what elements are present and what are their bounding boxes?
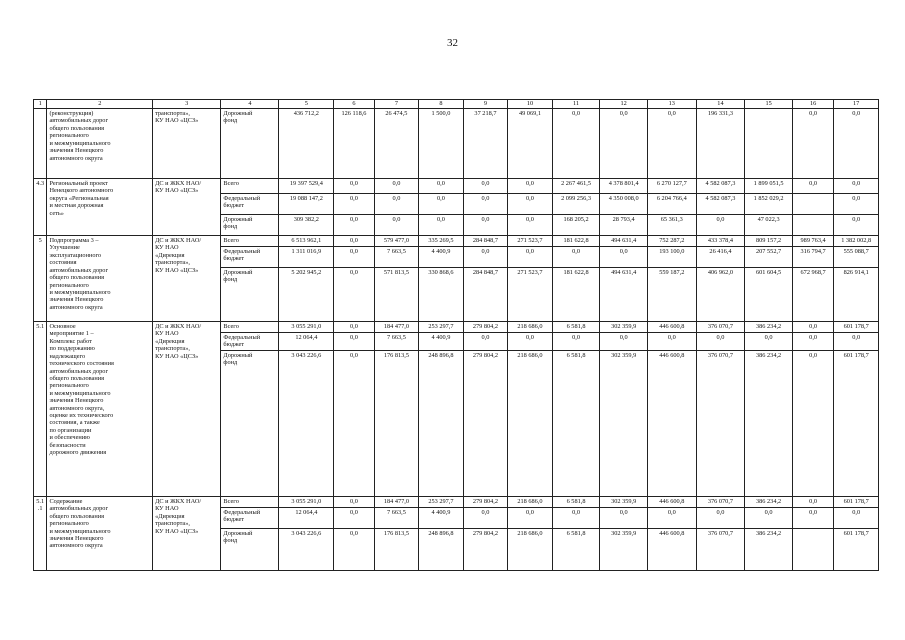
column-number: 8: [419, 100, 464, 109]
value-cell: 279 804,2: [463, 496, 508, 507]
value-cell: 2 267 461,5: [552, 179, 600, 194]
value-cell: 0,0: [508, 333, 553, 351]
value-cell: 0,0: [745, 507, 793, 528]
value-cell: 0,0: [792, 496, 833, 507]
executor: ДС и ЖКХ НАО/ КУ НАО «Дирекция транспорта», КУ НАО «ЦСЗ»: [153, 322, 221, 497]
value-cell: 181 622,8: [552, 268, 600, 322]
value-cell: 271 523,7: [508, 236, 553, 247]
value-cell: 3 043 226,6: [279, 528, 334, 570]
value-cell: 0,0: [600, 507, 648, 528]
value-cell: 6 270 127,7: [647, 179, 696, 194]
value-cell: 279 804,2: [463, 528, 508, 570]
column-number: 13: [647, 100, 696, 109]
value-cell: 0,0: [647, 507, 696, 528]
table-row: [34, 179, 879, 194]
column-number: 9: [463, 100, 508, 109]
value-cell: 7 663,5: [374, 247, 419, 268]
value-cell: 0,0: [792, 507, 833, 528]
value-cell: 184 477,0: [374, 496, 419, 507]
value-cell: 386 234,2: [745, 350, 793, 496]
value-cell: 0,0: [696, 215, 745, 236]
value-cell: 376 070,7: [696, 322, 745, 333]
funding-source: Федеральный бюджет: [221, 194, 279, 215]
column-number: 4: [221, 100, 279, 109]
value-cell: 49 069,1: [508, 109, 553, 179]
value-cell: 494 631,4: [600, 236, 648, 247]
value-cell: 3 055 291,0: [279, 322, 334, 333]
value-cell: 218 686,0: [508, 350, 553, 496]
executor: ДС и ЖКХ НАО/ КУ НАО «ЦСЗ»: [153, 179, 221, 236]
value-cell: 0,0: [834, 179, 879, 194]
row-number: 5.1: [34, 322, 47, 497]
value-cell: 571 813,5: [374, 268, 419, 322]
value-cell: 168 205,2: [552, 215, 600, 236]
value-cell: 279 804,2: [463, 322, 508, 333]
value-cell: 335 269,5: [419, 236, 464, 247]
value-cell: 752 287,2: [647, 236, 696, 247]
value-cell: 0,0: [374, 215, 419, 236]
value-cell: 0,0: [508, 194, 553, 215]
column-number-row: [34, 100, 879, 109]
value-cell: 0,0: [334, 194, 374, 215]
value-cell: 19 088 147,2: [279, 194, 334, 215]
value-cell: 0,0: [334, 496, 374, 507]
value-cell: 0,0: [334, 333, 374, 351]
value-cell: 3 043 226,6: [279, 350, 334, 496]
value-cell: 0,0: [334, 350, 374, 496]
value-cell: 0,0: [552, 507, 600, 528]
value-cell: 0,0: [552, 247, 600, 268]
value-cell: 279 804,2: [463, 350, 508, 496]
value-cell: 601 178,7: [834, 528, 879, 570]
value-cell: 4 350 008,0: [600, 194, 648, 215]
value-cell: 406 962,0: [696, 268, 745, 322]
value-cell: 176 813,5: [374, 528, 419, 570]
value-cell: 0,0: [696, 507, 745, 528]
value-cell: 271 523,7: [508, 268, 553, 322]
value-cell: 126 118,6: [334, 109, 374, 179]
value-cell: 1 311 016,9: [279, 247, 334, 268]
value-cell: 0,0: [463, 194, 508, 215]
value-cell: 302 359,9: [600, 528, 648, 570]
value-cell: 0,0: [834, 215, 879, 236]
column-number: 5: [279, 100, 334, 109]
funding-source: Всего: [221, 322, 279, 333]
value-cell: 446 600,8: [647, 350, 696, 496]
column-number: 7: [374, 100, 419, 109]
funding-source: Дорожный фонд: [221, 109, 279, 179]
value-cell: 601 178,7: [834, 496, 879, 507]
value-cell: 672 968,7: [792, 268, 833, 322]
funding-source: Федеральный бюджет: [221, 247, 279, 268]
value-cell: 302 359,9: [600, 322, 648, 333]
column-number: 6: [334, 100, 374, 109]
executor: транспорта», КУ НАО «ЦСЗ»: [153, 109, 221, 179]
value-cell: 0,0: [792, 333, 833, 351]
funding-source: Дорожный фонд: [221, 350, 279, 496]
table-row: [34, 109, 879, 179]
value-cell: 601 604,5: [745, 268, 793, 322]
value-cell: 47 022,3: [745, 215, 793, 236]
value-cell: 0,0: [334, 528, 374, 570]
executor: ДС и ЖКХ НАО/ КУ НАО «Дирекция транспорта», КУ НАО «ЦСЗ»: [153, 496, 221, 570]
value-cell: 330 868,6: [419, 268, 464, 322]
value-cell: 0,0: [334, 179, 374, 194]
value-cell: 0,0: [552, 333, 600, 351]
value-cell: 386 234,2: [745, 322, 793, 333]
funding-source: Всего: [221, 179, 279, 194]
executor: ДС и ЖКХ НАО/ КУ НАО «Дирекция транспорта», КУ НАО «ЦСЗ»: [153, 236, 221, 322]
value-cell: 376 070,7: [696, 528, 745, 570]
value-cell: [792, 194, 833, 215]
activity-name: (реконструкция) автомобильных дорог общего пользования регионального и межмуниципального значения Ненецкого автономного округа: [47, 109, 153, 179]
column-number: 16: [792, 100, 833, 109]
value-cell: 28 793,4: [600, 215, 648, 236]
value-cell: 0,0: [508, 507, 553, 528]
value-cell: 0,0: [334, 322, 374, 333]
value-cell: 184 477,0: [374, 322, 419, 333]
value-cell: 0,0: [419, 215, 464, 236]
column-number: 14: [696, 100, 745, 109]
table-row: [34, 322, 879, 333]
value-cell: 0,0: [745, 333, 793, 351]
value-cell: 436 712,2: [279, 109, 334, 179]
activity-name: Региональный проект Ненецкого автономного округа «Региональная и местная дорожная сеть»: [47, 179, 153, 236]
value-cell: 601 178,7: [834, 322, 879, 333]
value-cell: 5 202 945,2: [279, 268, 334, 322]
value-cell: 4 582 087,3: [696, 179, 745, 194]
value-cell: 4 400,9: [419, 333, 464, 351]
value-cell: 0,0: [334, 236, 374, 247]
value-cell: 446 600,8: [647, 528, 696, 570]
value-cell: 218 686,0: [508, 496, 553, 507]
value-cell: 253 297,7: [419, 496, 464, 507]
value-cell: 176 813,5: [374, 350, 419, 496]
table-body: [34, 100, 879, 571]
value-cell: 253 297,7: [419, 322, 464, 333]
value-cell: 809 157,2: [745, 236, 793, 247]
value-cell: 0,0: [463, 179, 508, 194]
value-cell: 0,0: [834, 109, 879, 179]
value-cell: 386 234,2: [745, 496, 793, 507]
budget-table: [33, 99, 879, 571]
value-cell: 248 896,8: [419, 528, 464, 570]
value-cell: 12 064,4: [279, 333, 334, 351]
value-cell: 6 204 766,4: [647, 194, 696, 215]
value-cell: 6 581,8: [552, 322, 600, 333]
value-cell: 12 064,4: [279, 507, 334, 528]
page-number: 32: [447, 37, 458, 49]
value-cell: 826 914,1: [834, 268, 879, 322]
column-number: 11: [552, 100, 600, 109]
row-number: 5: [34, 236, 47, 322]
value-cell: 193 100,0: [647, 247, 696, 268]
value-cell: [745, 109, 793, 179]
value-cell: 0,0: [792, 179, 833, 194]
value-cell: 1 500,0: [419, 109, 464, 179]
value-cell: 446 600,8: [647, 496, 696, 507]
value-cell: 218 686,0: [508, 528, 553, 570]
value-cell: 0,0: [792, 350, 833, 496]
value-cell: 302 359,9: [600, 350, 648, 496]
value-cell: 446 600,8: [647, 322, 696, 333]
value-cell: 376 070,7: [696, 496, 745, 507]
value-cell: 4 400,9: [419, 507, 464, 528]
value-cell: 0,0: [419, 179, 464, 194]
value-cell: 284 848,7: [463, 236, 508, 247]
value-cell: 26 416,4: [696, 247, 745, 268]
value-cell: 4 378 801,4: [600, 179, 648, 194]
value-cell: 989 763,4: [792, 236, 833, 247]
value-cell: 0,0: [334, 247, 374, 268]
value-cell: 376 070,7: [696, 350, 745, 496]
value-cell: 6 513 962,1: [279, 236, 334, 247]
value-cell: 0,0: [463, 247, 508, 268]
value-cell: 0,0: [374, 194, 419, 215]
value-cell: 196 331,3: [696, 109, 745, 179]
value-cell: 0,0: [834, 194, 879, 215]
value-cell: 6 581,8: [552, 528, 600, 570]
value-cell: 65 361,3: [647, 215, 696, 236]
value-cell: 0,0: [792, 109, 833, 179]
value-cell: 0,0: [792, 322, 833, 333]
value-cell: 0,0: [463, 333, 508, 351]
value-cell: 0,0: [419, 194, 464, 215]
value-cell: 494 631,4: [600, 268, 648, 322]
value-cell: 207 552,7: [745, 247, 793, 268]
value-cell: 4 582 087,3: [696, 194, 745, 215]
table-row: [34, 496, 879, 507]
value-cell: 248 896,8: [419, 350, 464, 496]
value-cell: 433 378,4: [696, 236, 745, 247]
value-cell: 0,0: [600, 247, 648, 268]
funding-source: Федеральный бюджет: [221, 333, 279, 351]
value-cell: 3 055 291,0: [279, 496, 334, 507]
value-cell: 0,0: [508, 179, 553, 194]
value-cell: 559 187,2: [647, 268, 696, 322]
value-cell: [792, 528, 833, 570]
column-number: 2: [47, 100, 153, 109]
column-number: 10: [508, 100, 553, 109]
funding-source: Всего: [221, 496, 279, 507]
funding-source: Всего: [221, 236, 279, 247]
value-cell: 0,0: [334, 215, 374, 236]
value-cell: 0,0: [374, 179, 419, 194]
activity-name: Подпрограмма 3 – Улучшение эксплуатационного состояния автомобильных дорог общего пользования регионального и межмуниципального значения Ненецкого автономного округа: [47, 236, 153, 322]
value-cell: 0,0: [600, 109, 648, 179]
activity-name: Содержание автомобильных дорог общего пользования регионального и межмуниципального значения Ненецкого автономного округа: [47, 496, 153, 570]
value-cell: 0,0: [600, 333, 648, 351]
value-cell: 0,0: [552, 109, 600, 179]
value-cell: 7 663,5: [374, 333, 419, 351]
value-cell: 0,0: [834, 333, 879, 351]
value-cell: 1 852 029,2: [745, 194, 793, 215]
value-cell: 309 382,2: [279, 215, 334, 236]
value-cell: 1 382 002,8: [834, 236, 879, 247]
column-number: 1: [34, 100, 47, 109]
funding-source: Дорожный фонд: [221, 215, 279, 236]
column-number: 15: [745, 100, 793, 109]
value-cell: 284 848,7: [463, 268, 508, 322]
row-number: [34, 109, 47, 179]
funding-source: Дорожный фонд: [221, 268, 279, 322]
funding-source: Федеральный бюджет: [221, 507, 279, 528]
value-cell: 2 099 256,3: [552, 194, 600, 215]
value-cell: 0,0: [334, 268, 374, 322]
value-cell: 181 622,8: [552, 236, 600, 247]
value-cell: 218 686,0: [508, 322, 553, 333]
column-number: 17: [834, 100, 879, 109]
value-cell: 6 581,8: [552, 350, 600, 496]
value-cell: 555 088,7: [834, 247, 879, 268]
value-cell: 1 899 051,5: [745, 179, 793, 194]
activity-name: Основное мероприятие 1 – Комплекс работ по поддержанию надлежащего технического состояния автомобильных дорог общего пользования регионального и межмуниципального значения Ненецкого автономного округа, оценке их технического состояния, а также по организации и обеспечению безопасности дорожного движения: [47, 322, 153, 497]
value-cell: 316 794,7: [792, 247, 833, 268]
table-row: [34, 236, 879, 247]
value-cell: 19 397 529,4: [279, 179, 334, 194]
value-cell: 37 218,7: [463, 109, 508, 179]
value-cell: 0,0: [508, 215, 553, 236]
value-cell: 0,0: [463, 215, 508, 236]
value-cell: 0,0: [647, 333, 696, 351]
value-cell: 26 474,5: [374, 109, 419, 179]
value-cell: 0,0: [647, 109, 696, 179]
column-number: 12: [600, 100, 648, 109]
value-cell: 0,0: [334, 507, 374, 528]
value-cell: 386 234,2: [745, 528, 793, 570]
value-cell: 302 359,9: [600, 496, 648, 507]
value-cell: 6 581,8: [552, 496, 600, 507]
value-cell: 4 400,9: [419, 247, 464, 268]
value-cell: 0,0: [463, 507, 508, 528]
value-cell: 0,0: [508, 247, 553, 268]
row-number: 4.3: [34, 179, 47, 236]
column-number: 3: [153, 100, 221, 109]
value-cell: 0,0: [834, 507, 879, 528]
value-cell: 579 477,0: [374, 236, 419, 247]
value-cell: 7 663,5: [374, 507, 419, 528]
value-cell: 0,0: [696, 333, 745, 351]
value-cell: 601 178,7: [834, 350, 879, 496]
funding-source: Дорожный фонд: [221, 528, 279, 570]
row-number: 5.1.1: [34, 496, 47, 570]
value-cell: [792, 215, 833, 236]
